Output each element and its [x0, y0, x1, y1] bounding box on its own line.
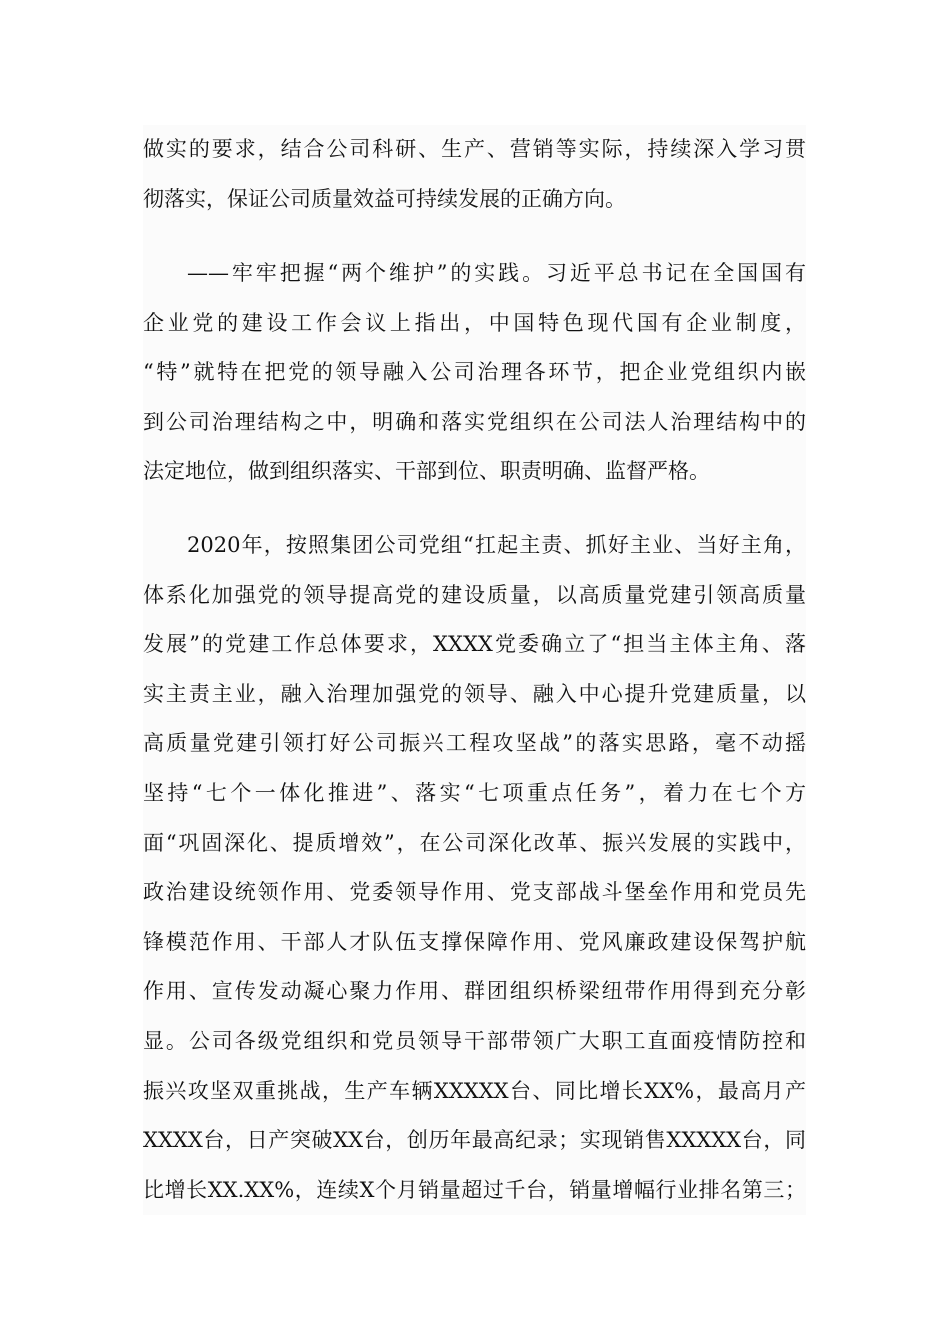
text-line: 法定地位，做到组织落实、干部到位、职责明确、监督严格。	[143, 459, 710, 484]
document-body	[143, 125, 806, 1215]
text-line: 作用、宣传发动凝心聚力作用、群团组织桥梁纽带作用得到充分彰	[143, 979, 806, 1004]
paragraph-3	[143, 521, 806, 1215]
paragraph-2	[143, 249, 806, 497]
text-line: 体系化加强党的领导提高党的建设质量，以高质量党建引领高质量	[143, 582, 806, 607]
text-line: “特”就特在把党的领导融入公司治理各环节，把企业党组织内嵌	[143, 360, 806, 385]
text-line: 实主责主业，融入治理加强党的领导、融入中心提升党建质量，以	[143, 681, 806, 706]
text-line: 2020年，按照集团公司党组“扛起主责、抓好主业、当好主角，	[187, 533, 806, 557]
text-line: 发展”的党建工作总体要求，XXXX党委确立了“担当主体主角、落	[143, 632, 806, 657]
text-line: 锋模范作用、干部人才队伍支撑保障作用、党风廉政建设保驾护航	[143, 929, 806, 954]
text-line: 坚持“七个一体化推进”、落实“七项重点任务”，着力在七个方	[143, 780, 806, 805]
paragraph-1	[143, 125, 806, 224]
text-line: 企业党的建设工作会议上指出，中国特色现代国有企业制度，	[143, 310, 806, 335]
text-line: XXXX台，日产突破XX台，创历年最高纪录；实现销售XXXXX台，同	[143, 1128, 806, 1153]
text-line: ——牢牢把握“两个维护”的实践。习近平总书记在全国国有	[187, 261, 806, 285]
text-line: 显。公司各级党组织和党员领导干部带领广大职工直面疫情防控和	[143, 1028, 806, 1053]
text-line: 面“巩固深化、提质增效”，在公司深化改革、振兴发展的实践中，	[143, 830, 806, 855]
text-line: 彻落实，保证公司质量效益可持续发展的正确方向。	[143, 186, 626, 211]
text-line: 振兴攻坚双重挑战，生产车辆XXXXX台、同比增长XX%，最高月产	[143, 1078, 806, 1103]
text-line: 到公司治理结构之中，明确和落实党组织在公司法人治理结构中的	[143, 409, 806, 434]
text-line: 高质量党建引领打好公司振兴工程攻坚战”的落实思路，毫不动摇	[143, 731, 806, 756]
text-line: 政治建设统领作用、党委领导作用、党支部战斗堡垒作用和党员先	[143, 880, 806, 905]
text-line: 做实的要求，结合公司科研、生产、营销等实际，持续深入学习贯	[143, 137, 806, 161]
text-line: 比增长XX.XX%，连续X个月销量超过千台，销量增幅行业排名第三；	[143, 1177, 806, 1202]
